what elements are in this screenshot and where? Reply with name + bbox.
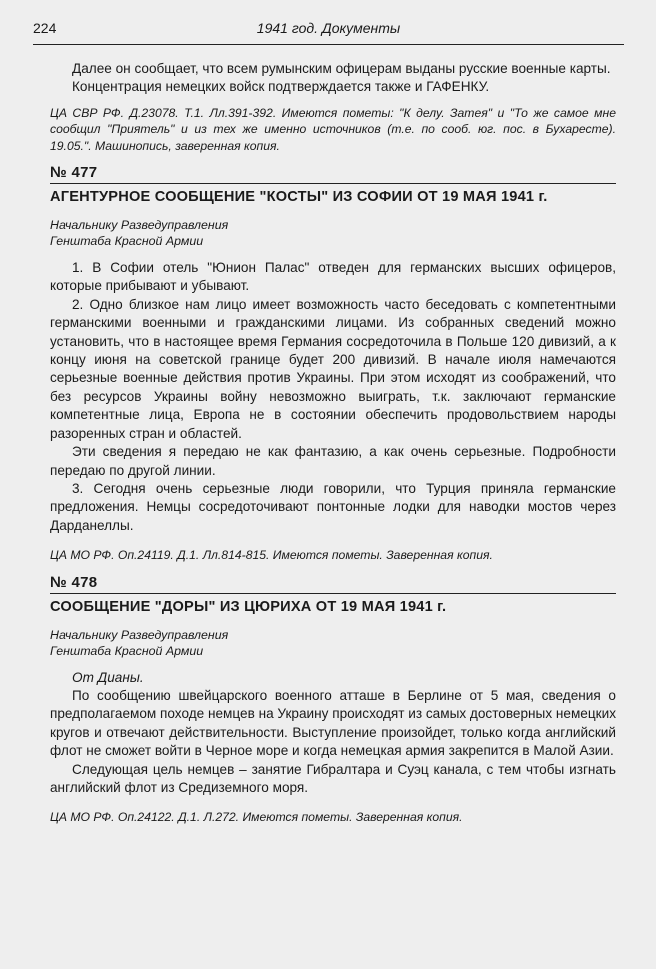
addressee [50, 627, 616, 659]
page-content [50, 60, 616, 826]
body-paragraph: 1. В Софии отель "Юнион Палас" отведен для германских высших офицеров, которые прибывают и убывают. [50, 260, 616, 294]
body-paragraph: 3. Сегодня очень серьезные люди говорили, что Турция приняла германские предложения. Немцы сосредоточивают понтонные лодки для наводки мостов через Дарданеллы. [50, 480, 616, 533]
addressee-line: Генштаба Красной Армии [50, 643, 204, 658]
body-paragraph: Эти сведения я передаю не как фантазию, а как очень серьезные. Подробности передаю по другой линии. [50, 444, 616, 478]
intro-paragraph: Концентрация немецких войск подтверждается также и ГАФЕНКУ. [72, 79, 490, 95]
archive-source: ЦА МО РФ. Оп.24119. Д.1. Лл.814-815. Имеются пометы. Заверенная копия. [50, 548, 493, 563]
page-number: 224 [33, 20, 57, 36]
intro-paragraph: Далее он сообщает, что всем румынским офицерам выданы русские военные карты. [72, 61, 611, 76]
archive-source: ЦА СВР РФ. Д.23078. Т.1. Лл.391-392. Имеются пометы: "К делу. Затея" и "То же самое мне сообщил "Приятель" и из тех же именно источников (т.е. по сооб. юг. пос. в Бухаресте). 19.05.". Машинопись, заверенная копия. [50, 105, 616, 153]
addressee [50, 217, 616, 249]
document-title: АГЕНТУРНОЕ СООБЩЕНИЕ "КОСТЫ" ИЗ СОФИИ ОТ 19 МАЯ 1941 г. [50, 189, 548, 206]
addressee-line: Генштаба Красной Армии [50, 234, 204, 249]
running-title: 1941 год. Документы [256, 20, 401, 36]
divider [50, 593, 616, 594]
body-paragraph: По сообщению швейцарского военного атташе в Берлине от 5 мая, сведения о предполагаемом походе немцев на Украину происходят из самых достоверных немецких кругов и отвечают действительности. Выступление произойдет, только когда английский флот не сможет войти в Черное море и когда немецкая армия закрепится в Малой Азии. [50, 687, 616, 759]
page-header [33, 14, 624, 45]
document-title: СООБЩЕНИЕ "ДОРЫ" ИЗ ЦЮРИХА ОТ 19 МАЯ 1941 г. [50, 598, 447, 615]
body-paragraph: 2. Одно близкое нам лицо имеет возможность часто беседовать с компетентными германскими военными и гражданскими лицами. Из собранных сведений можно установить, что в настоящее время Германия сосредоточила в Польше 120 дивизий, а к концу июня на советской границе будет 200 дивизий. В начале июля намечаются серьезные военные действия против Украины. При этом исходят из соображений, что без ресурсов Украины войну невозможно выиграть, т.к. заключают германские компетентные лица, Европа не в состоянии обеспечить продовольствием народы разоренных стран и областей. [50, 296, 616, 441]
addressee-line: Начальнику Разведуправления [50, 218, 229, 233]
archive-source: ЦА МО РФ. Оп.24122. Д.1. Л.272. Имеются пометы. Заверенная копия. [50, 810, 463, 825]
document-number: № 477 [50, 164, 98, 182]
body-paragraph: Следующая цель немцев – занятие Гибралтара и Суэц канала, с тем чтобы изгнать английский флот из Средиземного моря. [50, 761, 616, 795]
addressee-line: Начальнику Разведуправления [50, 627, 229, 642]
sender-line: От Дианы. [72, 669, 144, 685]
divider [50, 183, 616, 184]
document-number: № 478 [50, 573, 98, 591]
